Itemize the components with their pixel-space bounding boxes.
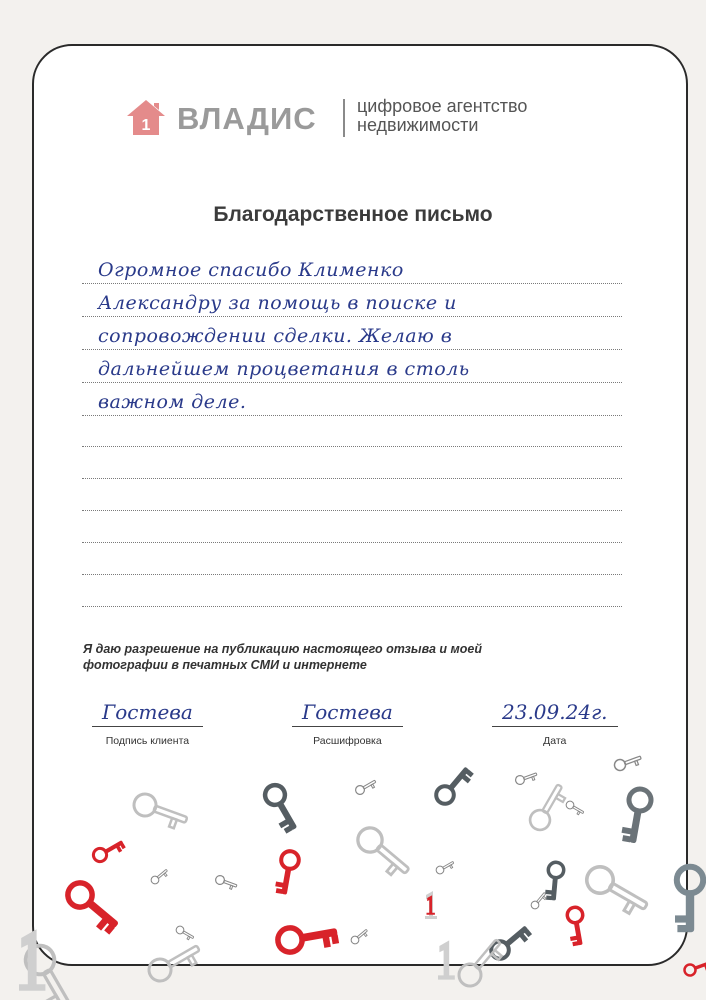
writing-rule [82,283,622,284]
letter-line: Александру за помощь в поиске и [98,292,457,314]
writing-rule [82,415,622,416]
house-logo-icon [125,97,167,139]
letter-line: сопровождении сделки. Желаю в [98,325,453,347]
logo-divider [343,99,345,137]
red-key-icon [683,957,706,977]
writing-rule [82,510,622,511]
decoding-block [292,700,403,747]
signature-date: 23.09.24г. [492,700,618,727]
letter-sheet [32,44,688,966]
writing-rule [82,446,622,447]
page-title: Благодарственное письмо [213,203,493,226]
brand-logo [125,97,585,145]
decoding-label: Расшифровка [313,735,382,747]
writing-rule [82,478,622,479]
logo-mark-text: 1 [141,117,151,134]
client-signature-block [92,700,203,747]
letter-line: дальнейшем процветания в столь [98,358,470,380]
writing-rule [82,542,622,543]
client-signature-label: Подпись клиента [105,735,190,747]
brand-tagline [357,97,527,135]
date-block [492,700,618,747]
writing-rule [82,349,622,350]
letter-line: Огромное спасибо Клименко [98,259,404,281]
letter-line: важном деле. [98,391,247,413]
writing-rule [82,574,622,575]
client-signature: Гостева [92,700,203,727]
consent-text: Я даю разрешение на публикацию настоящего отзыва и моей фотографии в печатных СМИ и интернете [83,642,482,672]
brand-tagline-line1: цифровое агентство [357,96,528,116]
writing-rule [82,316,622,317]
date-label: Дата [543,735,567,747]
signature-decoding: Гостева [292,700,403,727]
brand-name: ВЛАДИС [177,101,317,136]
brand-tagline-line2: недвижимости [357,115,479,135]
writing-rule [82,382,622,383]
writing-rule [82,606,622,607]
